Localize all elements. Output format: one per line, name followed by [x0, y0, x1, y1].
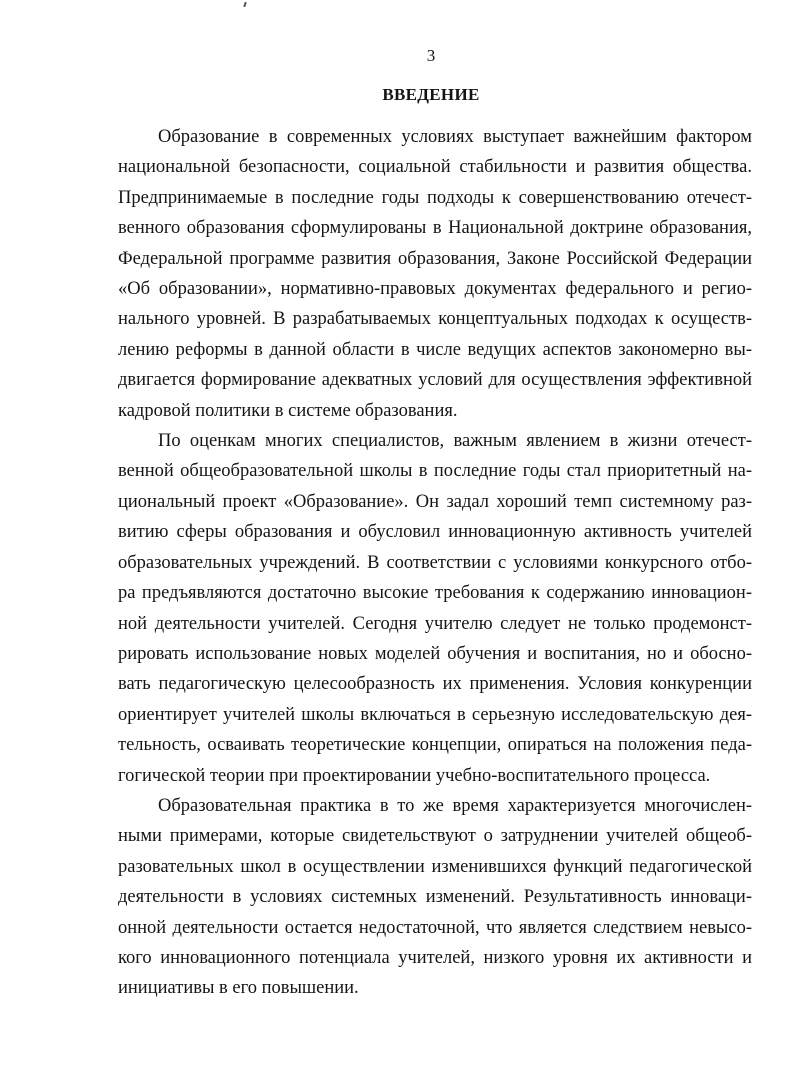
text-line: тельность, осваивать теоретические концепции, опираться на положения педа-	[118, 735, 752, 756]
text-line: Предпринимаемые в последние годы подходы к совершенствованию отечест-	[118, 187, 752, 208]
text-line: разовательных школ в осуществлении изменившихся функций педагогической	[118, 856, 752, 877]
page-number: 3	[426, 46, 436, 65]
text-line: кого инновационного потенциала учителей, низкого уровня их активности и	[118, 947, 752, 968]
text-line: национальной безопасности, социальной стабильности и развития общества.	[118, 157, 752, 178]
text-line: витию сферы образования и обусловил инновационную активность учителей	[118, 522, 752, 543]
text-line: рировать использование новых моделей обучения и воспитания, но и обосно-	[118, 643, 752, 664]
text-line: кадровой политики в системе образования.	[118, 400, 458, 421]
text-line: лению реформы в данной области в числе ведущих аспектов закономерно вы-	[118, 339, 752, 360]
text-line: инициативы в его повышении.	[118, 978, 359, 999]
text-line: По оценкам многих специалистов, важным явлением в жизни отечест-	[158, 431, 752, 452]
paragraph-1	[118, 122, 752, 426]
body-text	[118, 122, 752, 1004]
text-line: венной общеобразовательной школы в последние годы стал приоритетный на-	[118, 461, 752, 482]
text-line: двигается формирование адекватных условий для осуществления эффективной	[118, 370, 752, 391]
text-line: Образовательная практика в то же время характеризуется многочислен-	[158, 795, 752, 816]
text-line: онной деятельности остается недостаточной, что является следствием невысо-	[118, 917, 752, 938]
scan-artifact-mark	[243, 2, 247, 7]
text-line: Образование в современных условиях выступает важнейшим фактором	[158, 127, 752, 147]
section-heading: ВВЕДЕНИЕ	[382, 85, 480, 104]
text-line: вать педагогическую целесообразность их применения. Условия конкуренции	[118, 674, 752, 695]
text-line: ными примерами, которые свидетельствуют о затруднении учителей общеоб-	[118, 826, 752, 847]
text-line: гогической теории при проектировании учебно-воспитательного процесса.	[118, 765, 711, 786]
text-line: «Об образовании», нормативно-правовых документах федерального и регио-	[118, 279, 752, 300]
text-line: образовательных учреждений. В соответствии с условиями конкурсного отбо-	[118, 552, 752, 573]
text-line: деятельности в условиях системных изменений. Результативность инноваци-	[118, 887, 752, 908]
text-line: ориентирует учителей школы включаться в серьезную исследовательскую дея-	[118, 704, 752, 725]
text-line: венного образования сформулированы в Национальной доктрине образования,	[118, 218, 752, 239]
paragraph-3	[118, 791, 752, 1004]
text-line: Федеральной программе развития образования, Законе Российской Федерации	[118, 248, 752, 269]
paragraph-2	[118, 426, 752, 791]
text-line: нального уровней. В разрабатываемых концептуальных подходах к осуществ-	[118, 309, 752, 330]
text-line: ра предъявляются достаточно высокие требования к содержанию инновацион-	[118, 583, 752, 604]
text-line: ной деятельности учителей. Сегодня учителю следует не только продемонст-	[118, 613, 752, 634]
text-line: циональный проект «Образование». Он задал хороший темп системному раз-	[118, 491, 752, 512]
